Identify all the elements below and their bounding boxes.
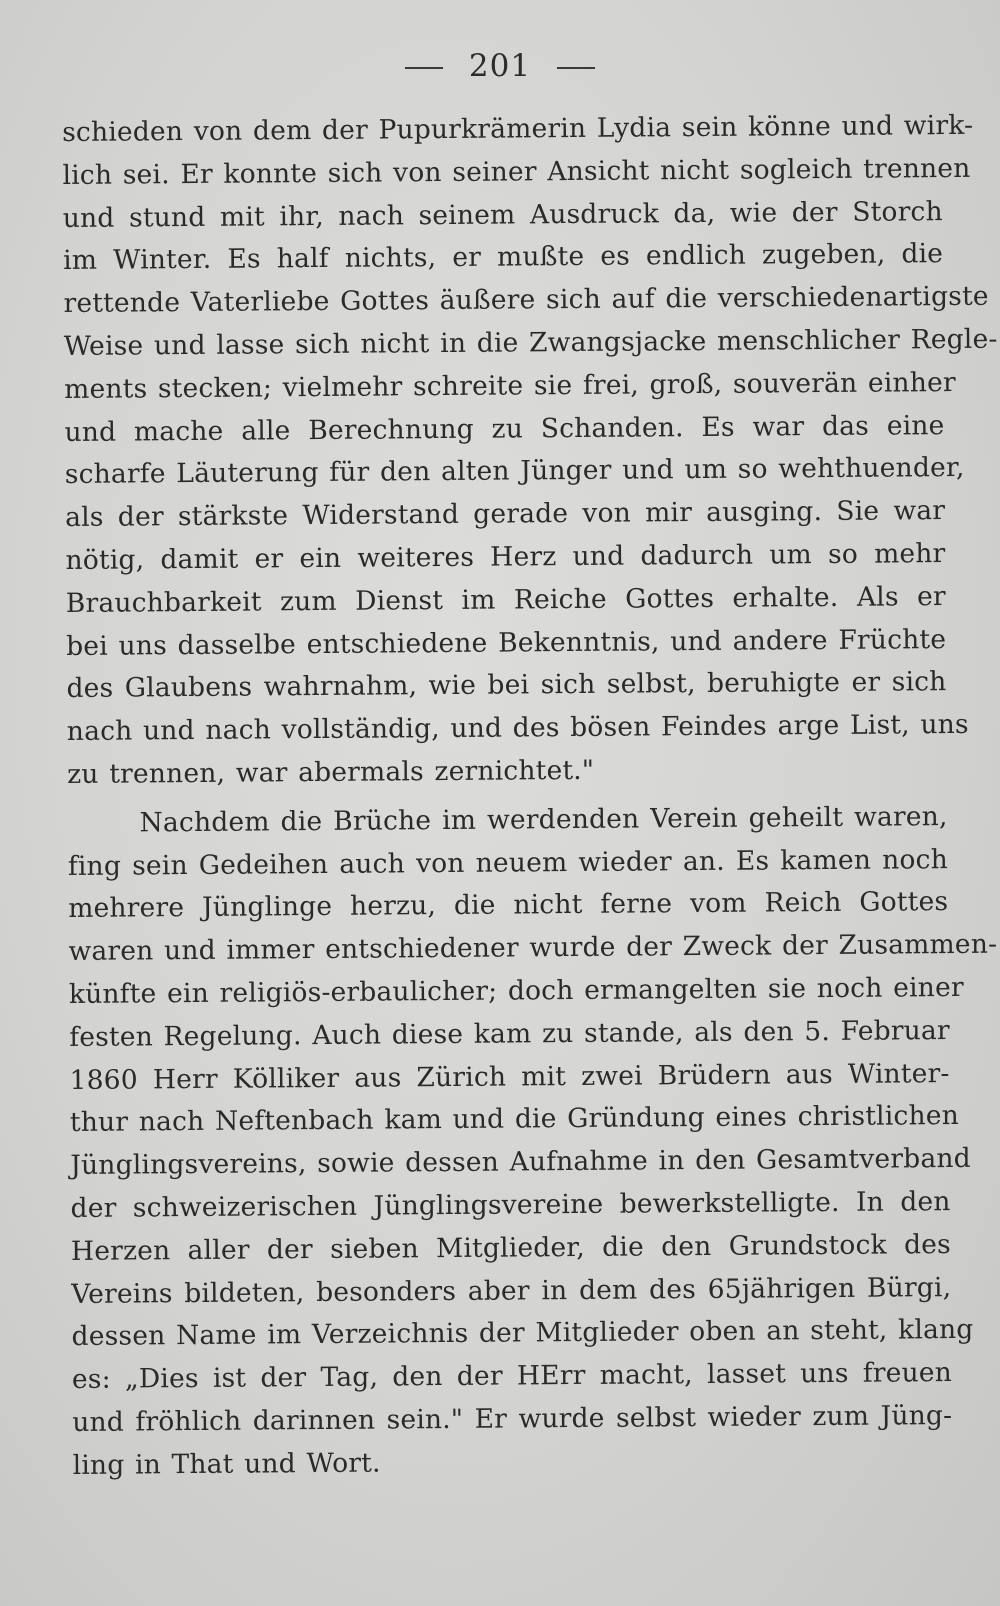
text-line: Brauchbarkeit zum Dienst im Reiche Gottes erhalte. Als er [65, 580, 946, 619]
text-line: scharfe Läuterung für den alten Jünger und um so wehthuender, [64, 452, 965, 491]
text-line: künfte ein religiös-erbaulicher; doch ermangelten sie noch einer [68, 971, 964, 1010]
text-line: schieden von dem der Pupurkrämerin Lydia sein könne und wirk- [62, 109, 974, 148]
text-line: lich sei. Er konnte sich von seiner Ansicht nicht sogleich trennen [62, 152, 971, 191]
text-line: es: „Dies ist der Tag, den der HErr macht, lasset uns freuen [71, 1357, 953, 1396]
text-line: des Glaubens wahrnahm, wie bei sich selbst, beruhigte er sich [66, 666, 947, 705]
text-line: Herzen aller der sieben Mitglieder, die den Grundstock des [70, 1228, 952, 1267]
text-line: Nachdem die Brüche im werdenden Verein geheilt waren, [139, 800, 948, 839]
text-line: und stund mit ihr, nach seinem Ausdruck da, wie der Storch [62, 195, 943, 234]
paragraph [62, 105, 998, 797]
page-number: 201 [468, 48, 532, 84]
text-line: festen Regelung. Auch diese kam zu stande, als den 5. Februar [69, 1014, 950, 1053]
body-text [62, 105, 998, 1487]
text-line: thur nach Neftenbach kam und die Gründung eines christlichen [69, 1100, 960, 1139]
header-dash-right [557, 67, 595, 69]
paragraph [67, 796, 998, 1488]
text-line: zu trennen, war abermals zernichtet." [67, 754, 595, 790]
text-line: ling in That und Wort. [72, 1447, 381, 1481]
text-line: waren und immer entschiedener wurde der Zweck der Zusammen- [68, 928, 998, 968]
text-line: als der stärkste Widerstand gerade von mir ausging. Sie war [65, 495, 946, 534]
header-dash-left [405, 67, 443, 69]
text-line: Vereins bildeten, besonders aber in dem des 65jährigen Bürgi, [71, 1271, 952, 1310]
text-line: nach und nach vollständig, und des bösen Feindes arge List, uns [66, 709, 969, 748]
text-line: der schweizerischen Jünglingsvereine bewerkstelligte. In den [70, 1185, 951, 1224]
text-line: fing sein Gedeihen auch von neuem wieder an. Es kamen noch [67, 843, 949, 882]
text-line: Jünglingsvereins, sowie dessen Aufnahme in den Gesamtverband [70, 1143, 971, 1182]
text-line: nötig, damit er ein weiteres Herz und dadurch um so mehr [65, 538, 946, 576]
text-line: dessen Name im Verzeichnis der Mitglieder oben an steht, klang [71, 1314, 974, 1353]
text-line: rettende Vaterliebe Gottes äußere sich auf die verschiedenartigste [63, 280, 989, 320]
text-line: 1860 Herr Kölliker aus Zürich mit zwei Brüdern aus Winter- [69, 1057, 950, 1096]
text-line: bei uns dasselbe entschiedene Bekenntnis, und andere Früchte [66, 623, 947, 662]
text-line: mehrere Jünglinge herzu, die nicht ferne vom Reich Gottes [68, 886, 949, 925]
text-line: im Winter. Es half nichts, er mußte es endlich zugeben, die [63, 238, 944, 277]
text-line: und mache alle Berechnung zu Schanden. Es war das eine [64, 409, 945, 448]
text-line: Weise und lasse sich nicht in die Zwangsjacke menschlicher Regle- [63, 323, 998, 362]
text-line: und fröhlich darinnen sein." Er wurde selbst wieder zum Jüng- [72, 1399, 953, 1438]
page-header [0, 48, 1000, 84]
text-line: ments stecken; vielmehr schreite sie frei, groß, souverän einher [64, 366, 956, 405]
